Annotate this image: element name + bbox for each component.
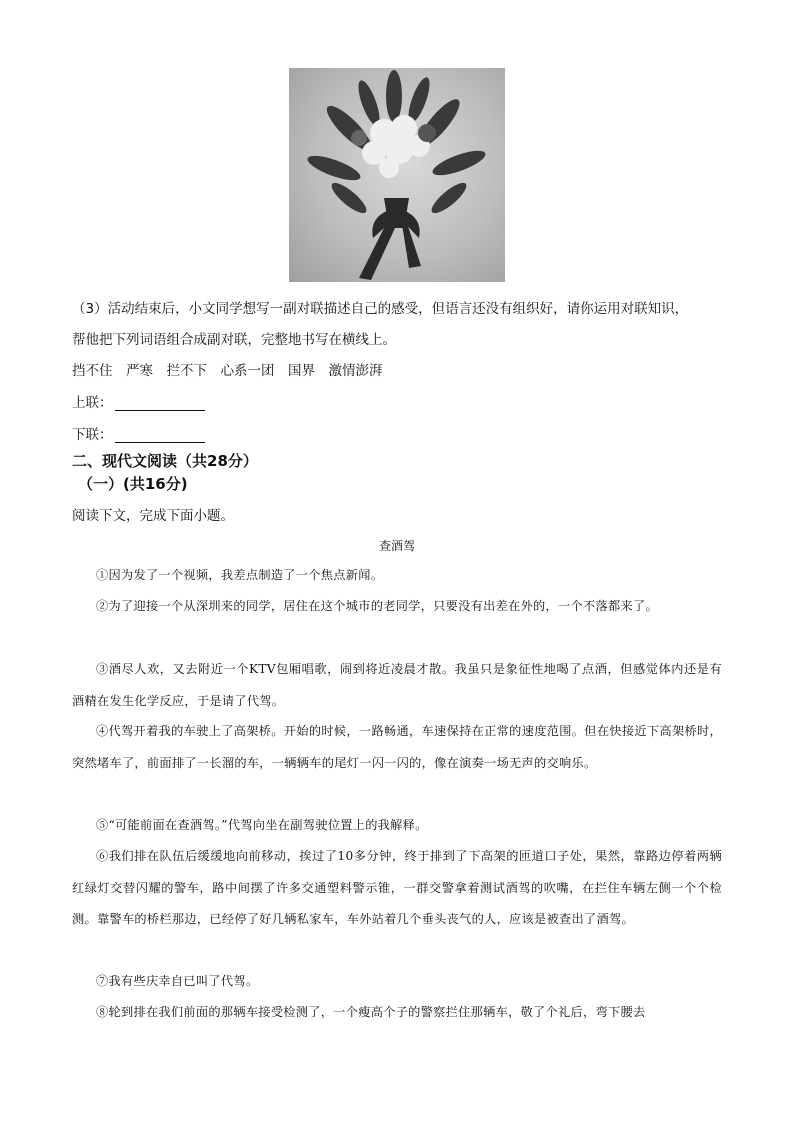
section-heading: 二、现代文阅读（共28分） [72, 452, 258, 470]
essay-paragraph: ③酒尽人欢，又去附近一个KTV包厢唱歌，闹到将近凌晨才散。我虽只是象征性地喝了点酒，但感觉体内还是有酒精在发生化学反应，于是请了代驾。 [72, 662, 722, 708]
essay-paragraph: ⑤“可能前面在查酒驾。”代驾向坐在副驾驶位置上的我解释。 [96, 818, 428, 832]
upper-couplet-label: 上联： [72, 395, 113, 411]
lower-couplet-row [72, 423, 205, 443]
essay-paragraph: ②为了迎接一个从深圳来的同学，居住在这个城市的老同学，只要没有出差在外的，一个不落都来了。 [96, 599, 658, 613]
question3-line2: 帮他把下列词语组合成副对联，完整地书写在横线上。 [72, 332, 396, 348]
lower-couplet-label: 下联： [72, 427, 113, 443]
essay-paragraph: ④代驾开着我的车驶上了高架桥。开始的时候，一路畅通，车速保持在正常的速度范围。但在快接近下高架桥时，突然堵车了，前面排了一长溜的车，一辆辆车的尾灯一闪一闪的，像在演奏一场无声的交响乐。 [72, 724, 722, 770]
subsection-heading: （一）(共16分) [78, 475, 188, 493]
essay-paragraph: ⑥我们排在队伍后缓缓地向前移动，挨过了10多分钟，终于排到了下高架的匝道口子处，果然，靠路边停着两辆红绿灯交替闪耀的警车，路中间摆了许多交通塑料警示锥，一群交警拿着测试酒驾的吹嘴，在拦住车辆左侧一个个检测。靠警车的桥栏那边，已经停了好几辆私家车，车外站着几个垂头丧气的人，应该是被查出了酒驾。 [72, 849, 722, 926]
essay-paragraph: ⑦我有些庆幸自已叫了代驾。 [96, 974, 259, 988]
essay-title: 查酒驾 [378, 539, 415, 553]
lower-couplet-blank[interactable] [115, 428, 205, 443]
upper-couplet-blank[interactable] [115, 396, 205, 411]
bouquet-illustration [289, 68, 505, 282]
upper-couplet-row [72, 391, 205, 411]
essay-paragraph: ⑧轮到排在我们前面的那辆车接受检测了，一个瘦高个子的警察拦住那辆车，敬了个礼后，弯下腰去 [96, 1005, 646, 1019]
question3-line1: （3）活动结束后，小文同学想写一副对联描述自己的感受，但语言还没有组织好，请你运用对联知识， [72, 301, 689, 317]
reading-instruction: 阅读下文，完成下面小题。 [72, 508, 234, 524]
bouquet-photo [289, 68, 505, 282]
word-list: 挡不住 严寒 拦不下 心系一团 国界 激情澎湃 [72, 363, 383, 379]
essay-paragraph: ①因为发了一个视频，我差点制造了一个焦点新闻。 [96, 568, 384, 582]
